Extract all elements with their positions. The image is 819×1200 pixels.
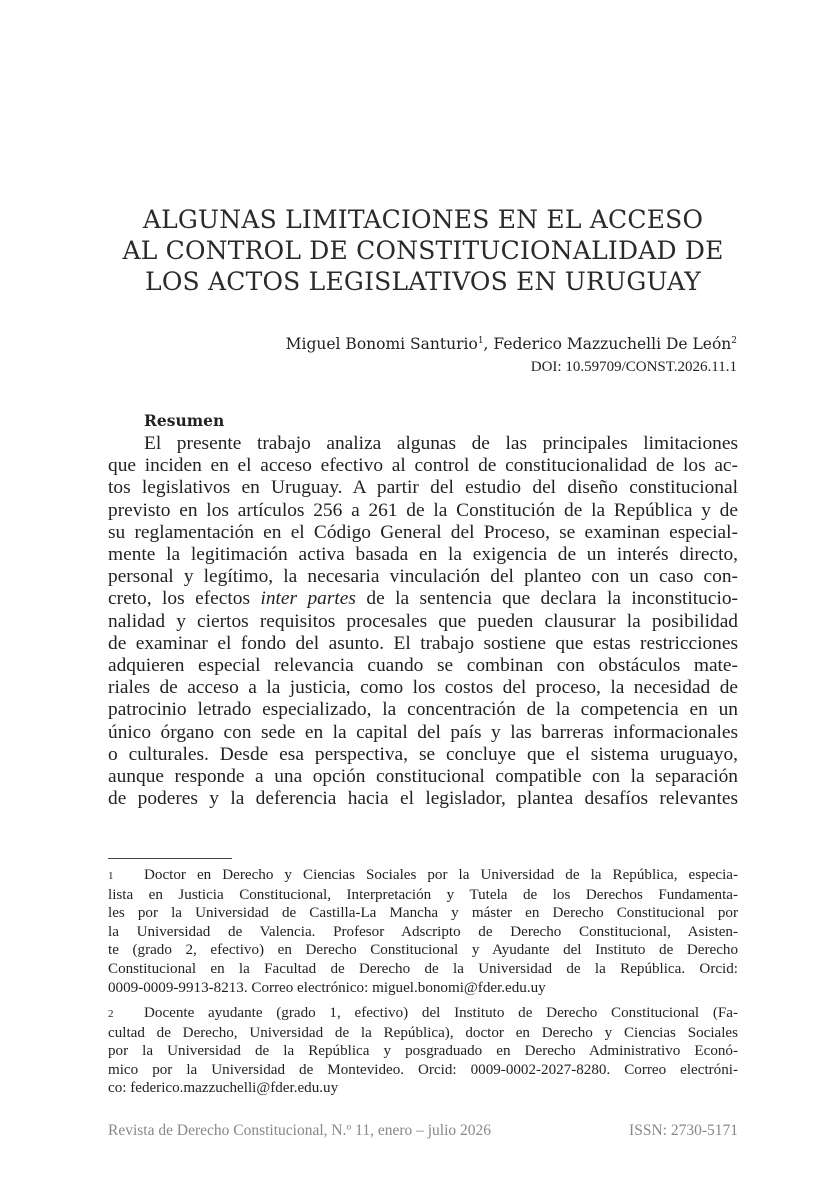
abstract-line: previsto en los artículos 256 a 261 de la Constitución de la República y de bbox=[108, 499, 738, 521]
footnote-line: mico por la Universidad de Montevideo. Orcid: 0009-0002-2027-8280. Correo electróni- bbox=[108, 1061, 738, 1078]
footnote-line: 0009-0009-9913-8213. Correo electrónico: miguel.bonomi@fder.edu.uy bbox=[108, 979, 546, 996]
footnote-line: co: federico.mazzuchelli@fder.edu.uy bbox=[108, 1080, 339, 1097]
footnote-line bbox=[108, 1004, 738, 1024]
page-footer bbox=[108, 1122, 738, 1140]
footnote-divider bbox=[108, 858, 232, 859]
footnote-text: Docente ayudante (grado 1, efectivo) del Instituto de Derecho Constitucional (Fa- bbox=[144, 1005, 738, 1021]
abstract-line: tos legislativos en Uruguay. A partir del estudio del diseño constitucional bbox=[108, 477, 738, 499]
author-name: Federico Mazzuchelli De León bbox=[493, 335, 732, 353]
footnote-number: 1 bbox=[108, 870, 114, 882]
footnote-line: Constitucional en la Facultad de Derecho de la Universidad de la República. Orcid: bbox=[108, 960, 738, 977]
abstract-line: patrocinio letrado especializado, la concentración de la competencia en un bbox=[108, 699, 738, 721]
abstract-text: de la sentencia que declara la inconstitucio- bbox=[366, 588, 738, 610]
article-title bbox=[108, 204, 738, 297]
abstract-line: que inciden en el acceso efectivo al control de constitucionalidad de los ac- bbox=[108, 455, 738, 477]
footnote-line: les por la Universidad de Castilla-La Mancha y máster en Derecho Constitucional por bbox=[108, 905, 738, 922]
footnote-line bbox=[108, 866, 738, 886]
footnote-number: 2 bbox=[108, 1008, 114, 1020]
abstract-line: personal y legítimo, la necesaria vinculación del planteo con un caso con- bbox=[108, 566, 738, 588]
issn: ISSN: 2730-5171 bbox=[629, 1122, 738, 1139]
abstract-line: su reglamentación en el Código General del Proceso, se examinan especial- bbox=[108, 521, 738, 543]
abstract-line: nalidad y ciertos requisitos procesales que pueden clausurar la posibilidad bbox=[108, 610, 738, 632]
title-line: LOS ACTOS LEGISLATIVOS EN URUGUAY bbox=[145, 267, 701, 296]
title-line: ALGUNAS LIMITACIONES EN EL ACCESO bbox=[142, 205, 704, 234]
abstract-line: El presente trabajo analiza algunas de las principales limitaciones bbox=[144, 433, 738, 454]
footnote-line: la Universidad de Valencia. Profesor Adscripto de Derecho Constitucional, Asisten- bbox=[108, 923, 738, 940]
abstract-body bbox=[108, 433, 738, 810]
abstract-line: adquieren especial relevancia cuando se combinan con obstáculos mate- bbox=[108, 655, 738, 677]
author-list bbox=[286, 331, 737, 354]
abstract-line: riales de acceso a la justicia, como los costos del proceso, la necesidad de bbox=[108, 677, 738, 699]
abstract-text: creto, los efectos bbox=[108, 588, 250, 610]
abstract-line: de examinar el fondo del asunto. El trabajo sostiene que estas restricciones bbox=[108, 632, 738, 654]
abstract-heading: Resumen bbox=[144, 411, 225, 430]
footnote-1 bbox=[108, 866, 738, 997]
footnote-marker[interactable]: 2 bbox=[731, 336, 737, 346]
footnote-text: Doctor en Derecho y Ciencias Sociales por la Universidad de la República, especia- bbox=[144, 867, 738, 883]
journal-citation: Revista de Derecho Constitucional, N.º 11, enero – julio 2026 bbox=[108, 1122, 492, 1139]
abstract-line: único órgano con sede en la capital del país y las barreras informacionales bbox=[108, 721, 738, 743]
abstract-line: aunque responde a una opción constitucional compatible con la separación bbox=[108, 766, 738, 788]
abstract-line: o culturales. Desde esa perspectiva, se concluye que el sistema uruguayo, bbox=[108, 743, 738, 765]
author-name: Miguel Bonomi Santurio bbox=[285, 335, 478, 353]
footnote-line: lista en Justicia Constitucional, Interpretación y Tutela de los Derechos Fundamenta- bbox=[108, 886, 738, 903]
doi-link[interactable]: DOI: 10.59709/CONST.2026.11.1 bbox=[530, 359, 737, 375]
abstract-line: de poderes y la deferencia hacia el legislador, plantea desafíos relevantes bbox=[108, 788, 738, 810]
footnote-line: por la Universidad de la República y posgraduado en Derecho Administrativo Econó- bbox=[108, 1043, 738, 1060]
abstract-italic-term: inter partes bbox=[260, 588, 356, 610]
footnote-line: te (grado 2, efectivo) en Derecho Constitucional y Ayudante del Instituto de Derecho bbox=[108, 942, 738, 959]
abstract-line: mente la legitimación activa basada en la exigencia de un interés directo, bbox=[108, 544, 738, 566]
author-separator: , bbox=[483, 335, 494, 353]
abstract-line bbox=[108, 588, 738, 610]
footnote-2 bbox=[108, 1004, 738, 1098]
footnote-marker[interactable]: 1 bbox=[477, 336, 484, 346]
footnote-line: cultad de Derecho, Universidad de la República), doctor en Derecho y Ciencias Sociales bbox=[108, 1024, 738, 1041]
title-line: AL CONTROL DE CONSTITUCIONALIDAD DE bbox=[122, 236, 724, 265]
